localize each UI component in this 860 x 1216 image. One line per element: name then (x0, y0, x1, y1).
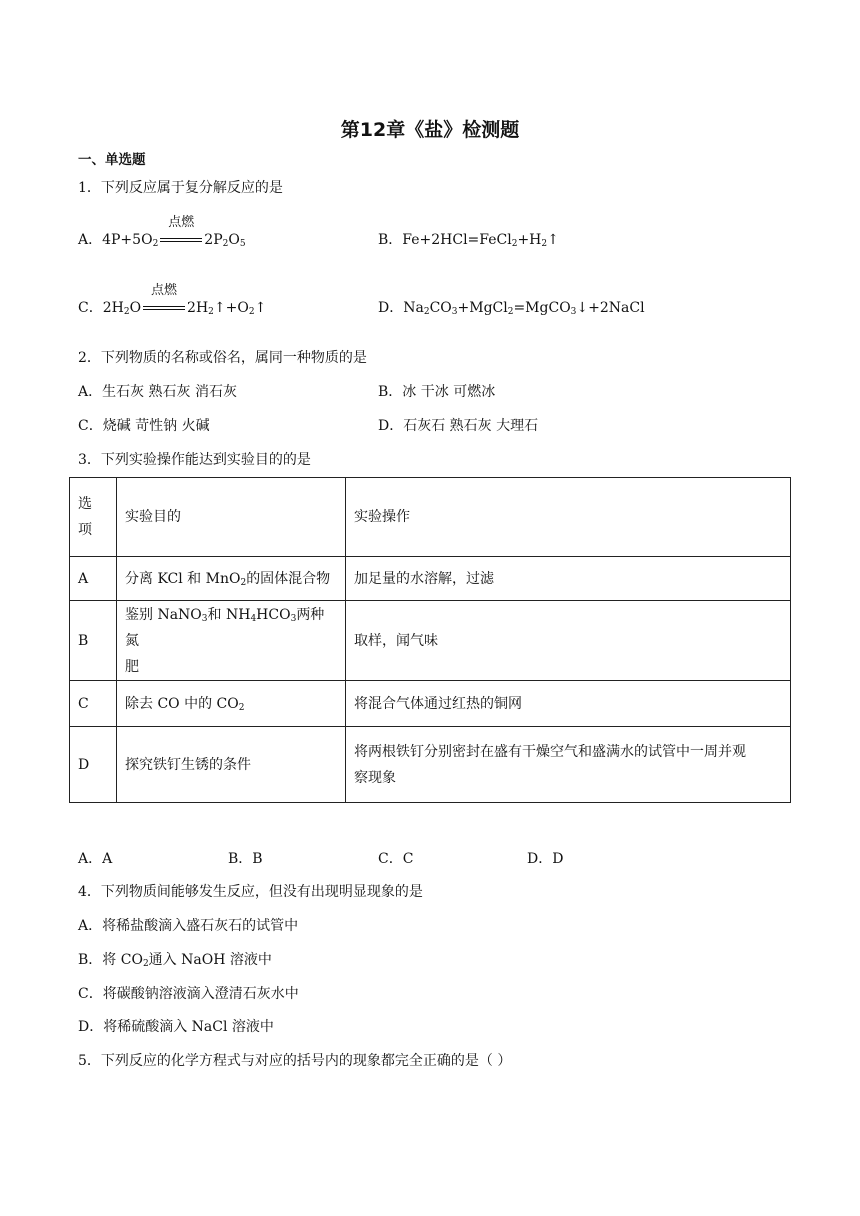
q4-option-c: C．将碳酸钠溶液滴入澄清石灰水中 (78, 986, 299, 1002)
question-5-stem: 5．下列反应的化学方程式与对应的括号内的现象都完全正确的是（ ） (78, 1053, 512, 1069)
q2-option-a: A．生石灰 熟石灰 消石灰 (78, 384, 238, 400)
q4-option-a: A．将稀盐酸滴入盛石灰石的试管中 (78, 918, 299, 934)
table-row (70, 601, 791, 681)
table-row (70, 727, 791, 803)
question-1-stem: 1．下列反应属于复分解反应的是 (78, 180, 283, 196)
section-heading: 一、单选题 (78, 152, 146, 168)
q2-option-d: D．石灰石 熟石灰 大理石 (378, 418, 539, 434)
question-3-stem: 3．下列实验操作能达到实验目的的是 (78, 452, 311, 468)
q3-answer-c: C．C (378, 851, 414, 867)
q1-option-c: C．$2H_2O$ 点燃 $2H_2↑+O_2↑$ (78, 283, 267, 317)
reaction-condition: 点燃 (158, 230, 204, 250)
row-purpose: 分离 KCl 和 MnO$_2$的固体混合物 (117, 557, 346, 601)
header-purpose: 实验目的 (117, 478, 346, 557)
row-operation: 将混合气体通过红热的铜网 (346, 681, 791, 727)
page-title: 第12章《盐》检测题 (340, 119, 520, 141)
table-row (70, 557, 791, 601)
q1-option-d: D．$Na_2CO_3+MgCl_2=MgCO_3↓+2NaCl$ (378, 300, 645, 317)
experiment-table (69, 477, 791, 803)
row-operation: 加足量的水溶解，过滤 (346, 557, 791, 601)
reaction-condition: 点燃 (141, 298, 187, 318)
row-option: B (70, 601, 117, 681)
row-purpose: 除去 CO 中的 $CO_2$ (117, 681, 346, 727)
q3-answer-d: D．D (527, 851, 564, 867)
header-option: 选 项 (70, 478, 117, 557)
row-option: A (70, 557, 117, 601)
q4-option-b: B．将 $CO_2$通入 NaOH 溶液中 (78, 952, 272, 969)
row-option: C (70, 681, 117, 727)
q2-option-b: B．冰 干冰 可燃冰 (378, 384, 496, 400)
q2-option-c: C．烧碱 苛性钠 火碱 (78, 418, 210, 434)
q1-option-b: B．$Fe+2HCl=FeCl_2+H_2↑$ (378, 232, 559, 249)
question-4-stem: 4．下列物质间能够发生反应，但没有出现明显现象的是 (78, 884, 423, 900)
row-operation: 将两根铁钉分别密封在盛有干燥空气和盛满水的试管中一周并观 察现象 (346, 727, 791, 803)
header-operation: 实验操作 (346, 478, 791, 557)
q4-option-d: D．将稀硫酸滴入 NaCl 溶液中 (78, 1019, 274, 1035)
row-purpose: 探究铁钉生锈的条件 (117, 727, 346, 803)
question-2-stem: 2．下列物质的名称或俗名，属同一种物质的是 (78, 350, 367, 366)
q1-option-a: A．$4P+5O_2$ 点燃 $2P_2O_5$ (78, 215, 246, 249)
table-header-row (70, 478, 791, 557)
row-operation: 取样，闻气味 (346, 601, 791, 681)
row-purpose: 鉴别 NaNO$_3$和 $NH_4HCO_3$两种氮 肥 (117, 601, 346, 681)
table-row (70, 681, 791, 727)
q3-answer-b: B．B (228, 851, 263, 867)
row-option: D (70, 727, 117, 803)
q3-answer-a: A．A (78, 851, 113, 867)
